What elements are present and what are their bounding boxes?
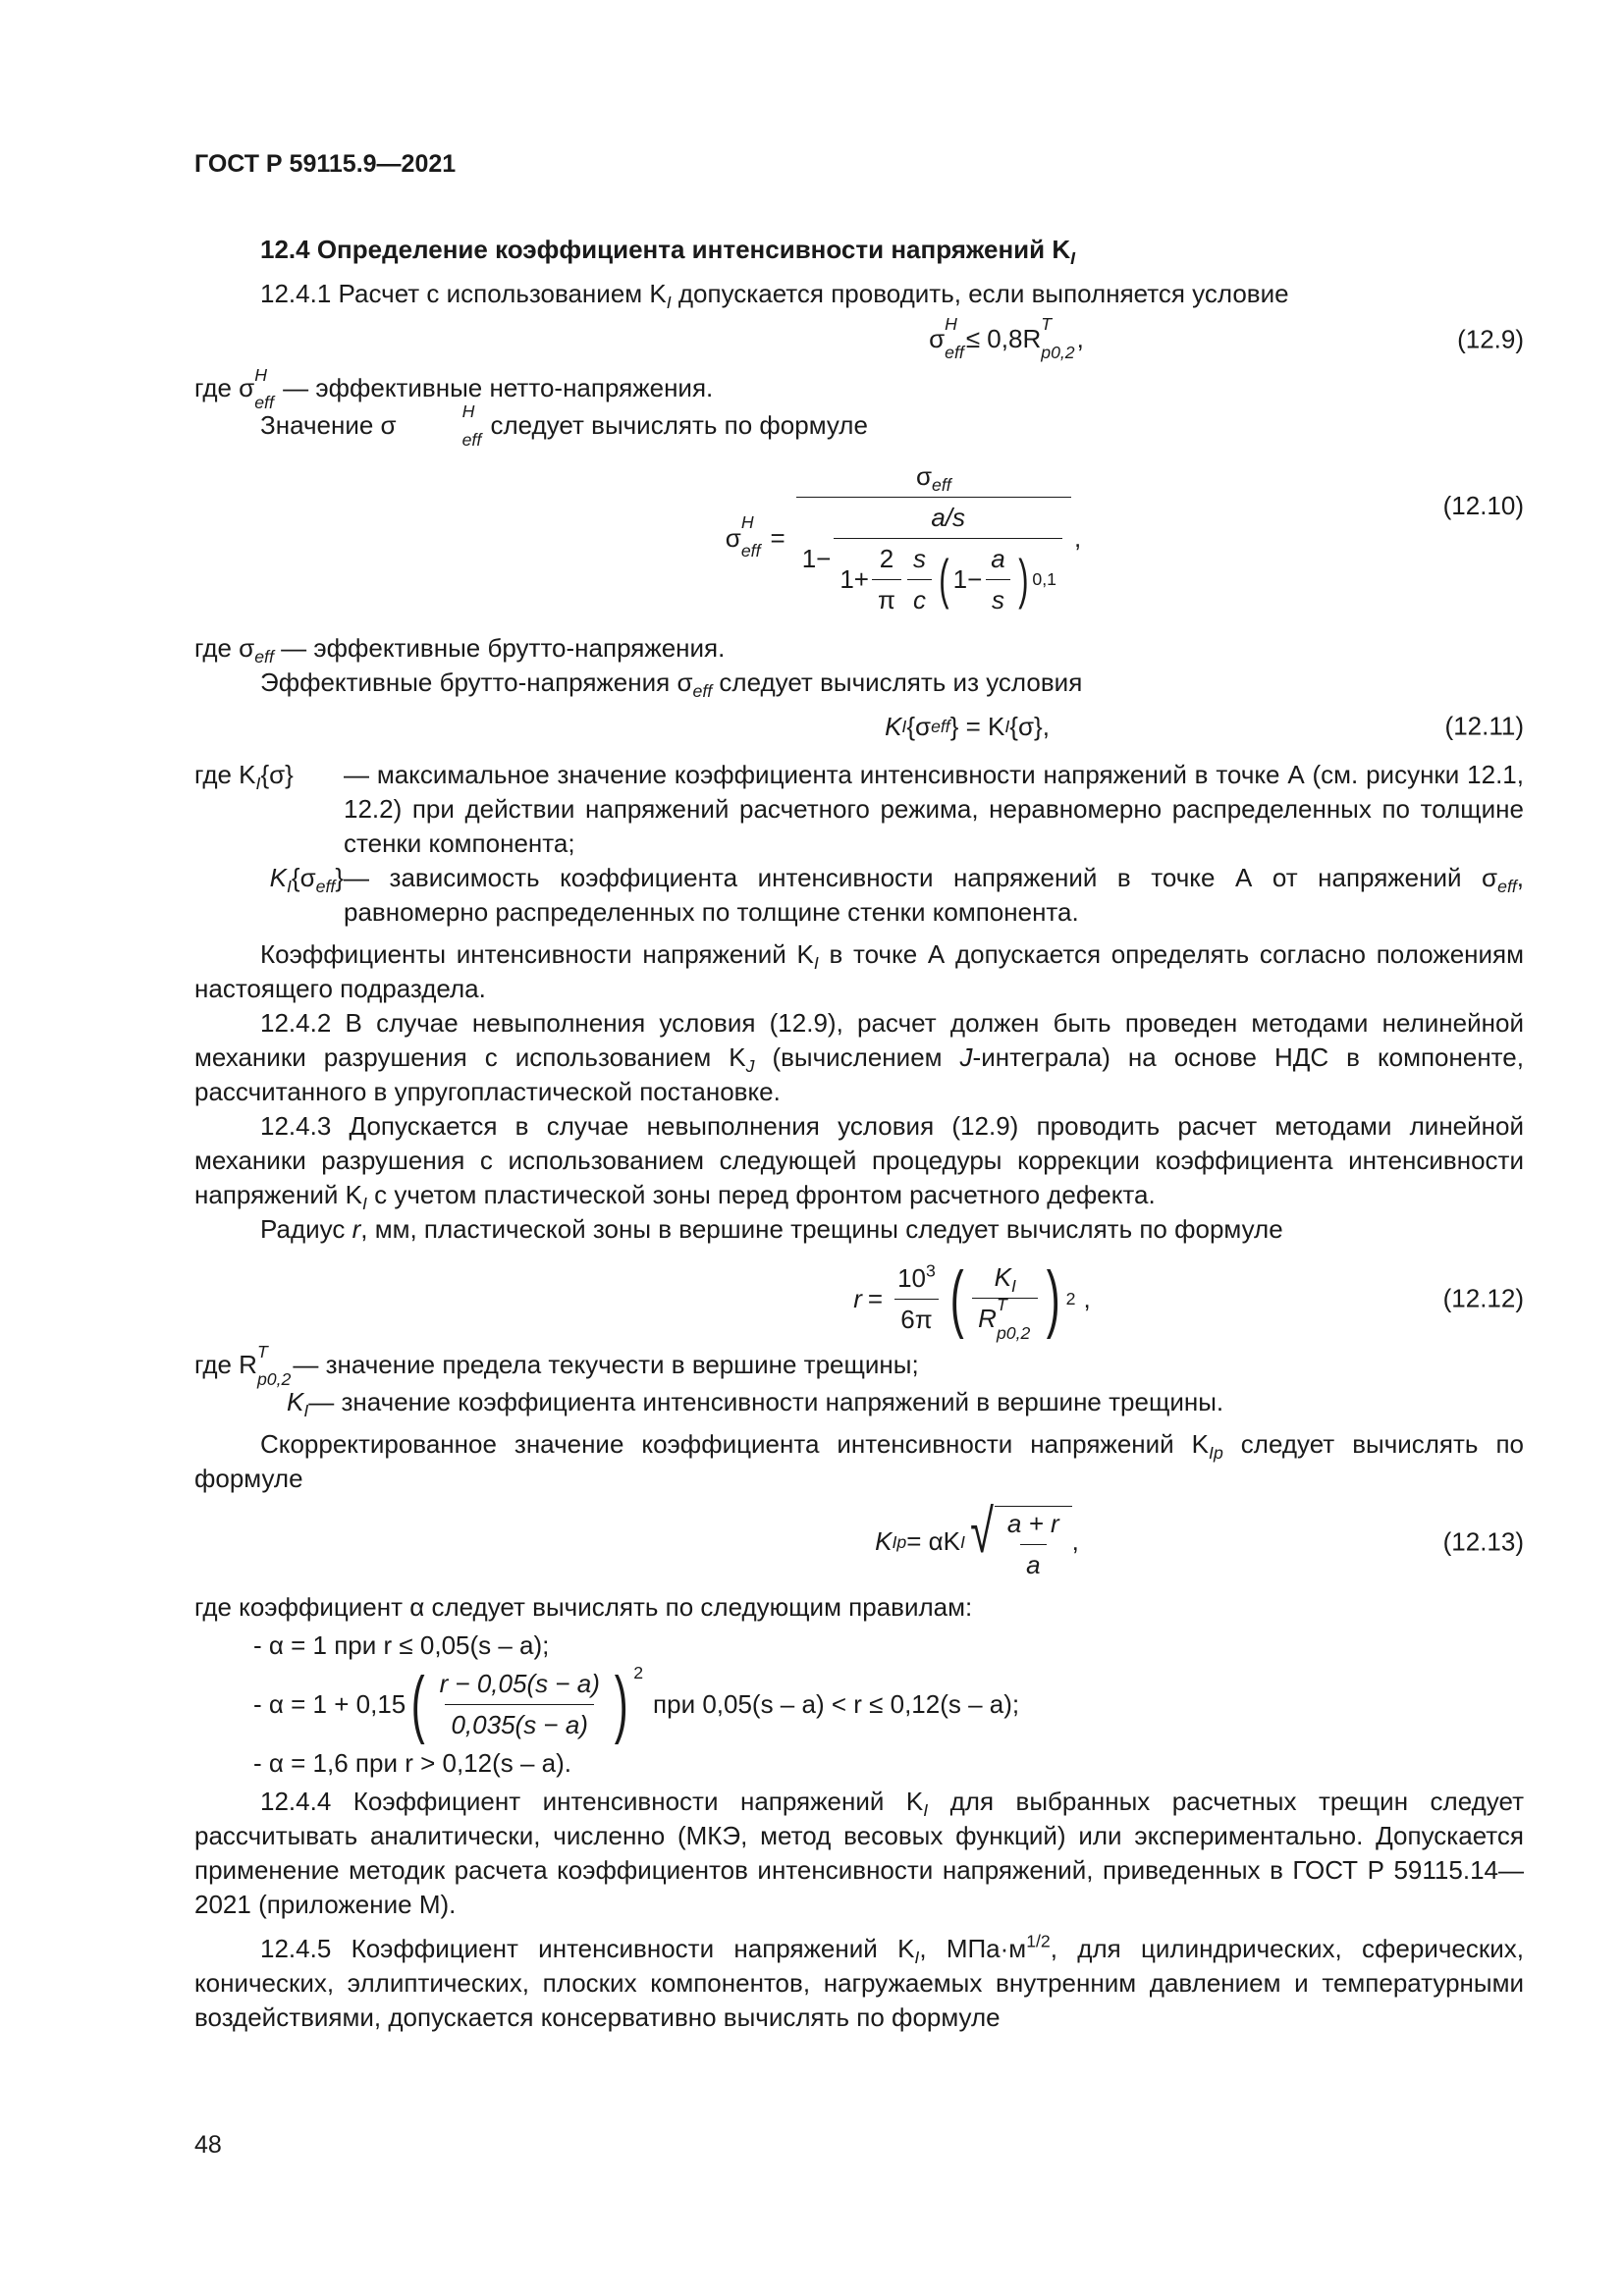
paragraph-12-4-3: 12.4.3 Допускается в случае невыполнения условия (12.9) проводить расчет методами линейной механики разрушения с использованием следующей процедуры коррекции коэффициента интенсивности напряжений $K_I$ с учетом пластической зоны перед фронтом расчетного дефекта. — [194, 1110, 1524, 1213]
equation-number: (12.12) — [1442, 1283, 1524, 1313]
equation-number: (12.9) — [1457, 324, 1524, 354]
paragraph-12-4-2: 12.4.2 В случае невыполнения условия (12.9), расчет должен быть проведен методами нелинейной механики разрушения с использованием $K_J$ (вычислением J-интеграла) на основе НДС в компоненте, рассчитанного в упругопластической постановке. — [194, 1007, 1524, 1106]
definitions-12-12 — [194, 1341, 1524, 1421]
definitions-12-11 — [194, 758, 1524, 930]
equation-number: (12.13) — [1442, 1526, 1524, 1557]
paragraph-radius: Радиус r, мм, пластической зоны в вершине трещины следует вычислять по формуле — [260, 1213, 1283, 1244]
equation-12-12: r = $\frac{10^3}{6\pi}$ ( $K_I$ R T p0,2 ) 2 , (12.12) — [853, 1256, 1524, 1343]
page-number: 48 — [194, 2131, 222, 2159]
equation-12-9: σ H eff ≤ 0,8R T p0,2 , (12.9) — [929, 314, 1524, 362]
equation-number: (12.11) — [1444, 711, 1524, 741]
alpha-rule-2: - α = 1 + 0,15 ( $\frac{r - 0,05(s - a)}{0,035(s - a)}$ ) 2 при 0,05(s – a) < r ≤ 0,12(s – a); — [253, 1662, 1020, 1746]
equation-number: (12.10) — [1442, 490, 1524, 520]
definition-sigma-eff: где $\sigma_{eff}$ — эффективные брутто-напряжения. — [194, 632, 726, 667]
paragraph-sif-point-a: Коэффициенты интенсивности напряжений $K_I$ в точке А допускается определять согласно положениям настоящего подраздела. — [194, 938, 1525, 1003]
definition-ki-sigma: где $K_I\{\sigma\}$ — максимальное значение коэффициента интенсивности напряжений в точке А (см. рисунки 12.1, 12.2) при действии напряжений расчетного режима, неравномерно распределенных по толщине стенки компонента; — [194, 759, 1524, 858]
paragraph-12-4-4: 12.4.4 Коэффициент интенсивности напряжений $K_I$ для выбранных расчетных трещин следует рассчитывать аналитически, численно (МКЭ, метод весовых функций) или экспериментально. Допускается применение методик расчета коэффициентов интенсивности напряжений, приведенных в ГОСТ Р 59115.14—2021 (приложение М). — [194, 1786, 1524, 1919]
alpha-rule-1: - α = 1 при r ≤ 0,05(s – a); — [253, 1629, 550, 1660]
equation-12-13: K Ip = αK I √ $\frac{a + r}{a}$ , (12.13) — [194, 1502, 1524, 1582]
paragraph-gross-stress: Эффективные брутто-напряжения $\sigma_{eff}$ следует вычислять из условия — [260, 667, 1083, 701]
alpha-rules-intro: где коэффициент α следует вычислять по следующим правилам: — [194, 1591, 973, 1622]
definition-ki: $K_I$ — значение коэффициента интенсивности напряжений в вершине трещины. — [287, 1386, 1224, 1421]
page-content — [194, 147, 1524, 2035]
definition-ki-sigma-eff: $K_I\{\sigma_{eff}\}$ — зависимость коэффициента интенсивности напряжений в точке А от напряжений $\sigma_{eff}$, равномерно распределенных по толщине стенки компонента. — [269, 862, 1524, 927]
alpha-rule-3: - α = 1,6 при r > 0,12(s – a). — [253, 1747, 571, 1778]
equation-12-10: σ H eff = $\sigma_{eff}$ 1− a/s 1+ $\frac{2}{\pi}$ $\frac{s}{c}$ ( 1− $\frac{a}{s}$ ) 0,1 , (12.10) — [194, 459, 1524, 617]
equation-12-11: K I {σ eff } = K I {σ}, (12.11) — [194, 710, 1524, 744]
paragraph-formula-intro: Значение σ H eff следует вычислять по формуле — [260, 401, 868, 450]
definition-rp02: где R T p0,2 — значение предела текучести в вершине трещины; — [194, 1341, 919, 1390]
paragraph-12-4-1: 12.4.1 Расчет с использованием $K_I$ допускается проводить, если выполняется условие — [260, 279, 1289, 313]
definition-sigma-h-eff: где σ H eff — эффективные нетто-напряжения. — [194, 364, 714, 413]
document-code: ГОСТ Р 59115.9—2021 — [194, 150, 457, 178]
paragraph-12-4-5: 12.4.5 Коэффициент интенсивности напряжений $K_I$, $МПа\cdot м^{1/2}$, для цилиндрических, сферических, конических, эллиптических, плоских компонентов, нагружаемых внутренним давлением и температурными воздействиями, допускается консервативно вычислять по формуле — [194, 1931, 1524, 2032]
paragraph-corrected-sif: Скорректированное значение коэффициента интенсивности напряжений $K_{Ip}$ следует вычислять по формуле — [194, 1428, 1524, 1493]
section-heading: 12.4 Определение коэффициента интенсивности напряжений $K_I$ — [260, 235, 1076, 269]
alpha-rules — [194, 1590, 1524, 1781]
